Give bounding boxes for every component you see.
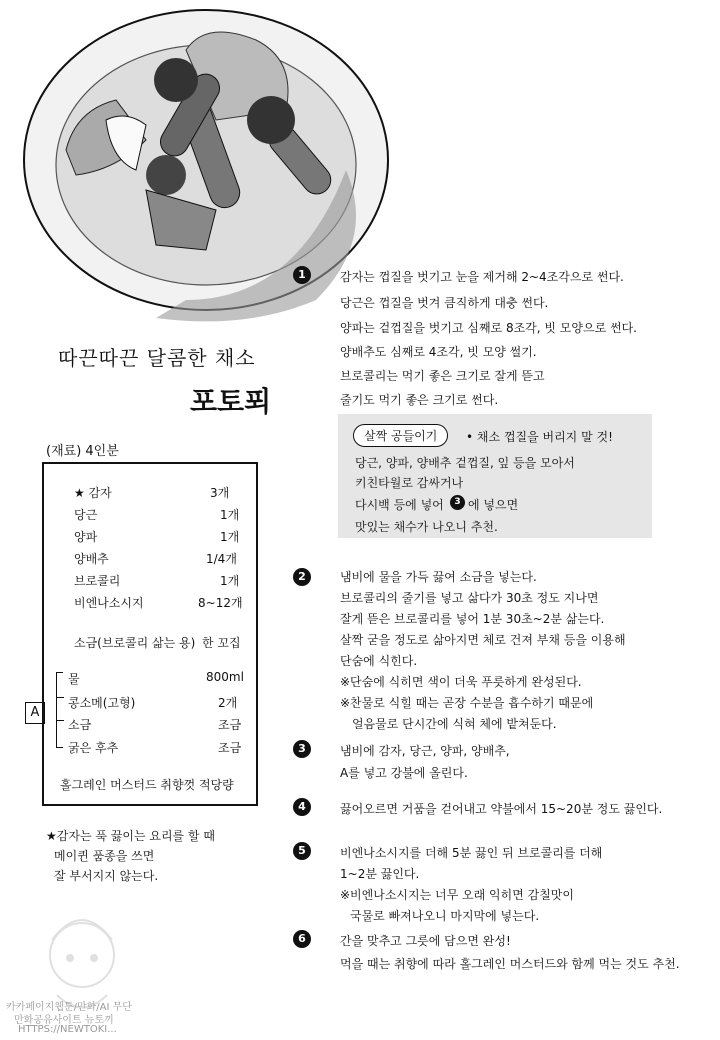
step-line: ※단숨에 식히면 색이 더욱 푸릇하게 완성된다. xyxy=(340,675,582,689)
group-a-item-qty: 800ml xyxy=(206,670,244,684)
group-a-item-qty: 2개 xyxy=(218,696,238,710)
tip-line: 다시백 등에 넣어 xyxy=(355,498,444,512)
step-line: 잘게 뜯은 브로콜리를 넣어 1분 30초~2분 삶는다. xyxy=(340,612,605,626)
tip-step-ref: 3 xyxy=(450,495,465,510)
note-line: 잘 부서지지 않는다. xyxy=(54,869,159,883)
group-a-item-qty: 조금 xyxy=(218,718,242,732)
step-line: 국물로 빠져나오니 마지막에 넣는다. xyxy=(350,909,540,923)
ingredient-name: 양파 xyxy=(74,530,98,544)
group-a-item-name: 물 xyxy=(68,672,80,686)
ingredient-name: 비엔나소시지 xyxy=(74,596,144,610)
step-line: 감자는 껍질을 벗기고 눈을 제거해 2~4조각으로 썬다. xyxy=(340,270,624,284)
recipe-subtitle: 따끈따끈 달콤한 채소 xyxy=(58,346,256,370)
step-line: 간을 맞추고 그릇에 담으면 완성! xyxy=(340,934,511,948)
tip-line: 에 넣으면 xyxy=(468,498,519,512)
step-line: 비엔나소시지를 더해 5분 끓인 뒤 브로콜리를 더해 xyxy=(340,846,603,860)
watermark-text: HTTPS://NEWTOKI... xyxy=(18,1024,117,1035)
tip-line: 키친타월로 감싸거나 xyxy=(355,476,464,490)
ingredient-name: 브로콜리 xyxy=(74,574,121,588)
group-a-label: A xyxy=(25,702,45,724)
ingredient-name: 당근 xyxy=(74,508,98,522)
dish-illustration xyxy=(16,0,396,340)
step-line: 먹을 때는 취향에 따라 홀그레인 머스터드와 함께 먹는 것도 추천. xyxy=(340,957,680,971)
step-line: A를 넣고 강불에 올린다. xyxy=(340,766,468,780)
step-line: 살짝 굳을 정도로 삶아지면 체로 건져 부채 등을 이용해 xyxy=(340,633,626,647)
ingredient-qty: 1개 xyxy=(220,530,240,544)
step-line: ※찬물로 식힐 때는 곧장 수분을 흡수하기 때문에 xyxy=(340,696,594,710)
step-number-2: 2 xyxy=(293,568,311,586)
step-line: 단숨에 식힌다. xyxy=(340,654,418,668)
ingredient-qty: 1개 xyxy=(220,574,240,588)
ingredient-name: 소금(브로콜리 삶는 용) xyxy=(74,636,196,650)
step-number-6: 6 xyxy=(293,930,311,948)
watermark-text: 카카페이지웹툰/만화/AI 무단 xyxy=(6,1002,132,1013)
ingredient-qty: 1개 xyxy=(220,508,240,522)
group-a-item-qty: 조금 xyxy=(218,741,242,755)
step-number-5: 5 xyxy=(293,842,311,860)
group-a-bracket xyxy=(56,672,63,748)
tip-label: 살짝 공들이기 xyxy=(353,424,448,447)
servings: (재료) 4인분 xyxy=(46,444,119,459)
step-line: 냄비에 물을 가득 끓여 소금을 넣는다. xyxy=(340,570,537,584)
bracket-tick xyxy=(56,697,64,698)
ingredient-qty: 한 꼬집 xyxy=(202,636,241,650)
tip-line: • 채소 껍질을 버리지 말 것! xyxy=(466,430,613,444)
ingredient-name: 양배추 xyxy=(74,552,109,566)
ingredient-qty: 8~12개 xyxy=(198,596,243,610)
group-a-item-name: 소금 xyxy=(68,718,92,732)
step-line: 브로콜리는 먹기 좋은 크기로 잘게 뜯고 xyxy=(340,369,545,383)
recipe-title: 포토푀 xyxy=(190,385,272,418)
group-a-item-name: 콩소메(고형) xyxy=(68,696,136,710)
ingredient-qty: 3개 xyxy=(210,486,230,500)
tip-line: 당근, 양파, 양배추 겉껍질, 잎 등을 모아서 xyxy=(355,456,575,470)
step-number-3: 3 xyxy=(293,740,311,758)
step-line: 얼음물로 단시간에 식혀 체에 밭쳐둔다. xyxy=(352,717,557,731)
step-line: 끓어오르면 거품을 걷어내고 약불에서 15~20분 정도 끓인다. xyxy=(340,802,663,816)
step-line: 당근은 껍질을 벗겨 큼직하게 대충 썬다. xyxy=(340,296,549,310)
ingredient-name: ★ 감자 xyxy=(74,486,112,500)
note-line: 메이퀸 품종을 쓰면 xyxy=(54,849,155,863)
mustard-line: 홀그레인 머스터드 취향껏 적당량 xyxy=(60,778,234,792)
ingredient-qty: 1/4개 xyxy=(206,552,237,566)
step-line: 양파는 겉껍질을 벗기고 심째로 8조각, 빗 모양으로 썬다. xyxy=(340,321,637,335)
step-line: 냄비에 감자, 당근, 양파, 양배추, xyxy=(340,744,510,758)
group-a-item-name: 굵은 후추 xyxy=(68,741,119,755)
step-line: 브로콜리의 줄기를 넣고 삶다가 30초 정도 지나면 xyxy=(340,591,599,605)
bracket-tick xyxy=(56,720,64,721)
step-line: ※비엔나소시지는 너무 오래 익히면 감칠맛이 xyxy=(340,888,574,902)
step-number-4: 4 xyxy=(293,798,311,816)
step-line: 줄기도 먹기 좋은 크기로 썬다. xyxy=(340,393,499,407)
step-line: 양배추도 심째로 4조각, 빗 모양 썰기. xyxy=(340,345,537,359)
potato-note xyxy=(46,826,215,886)
tip-line: 맛있는 채수가 나오니 추천. xyxy=(355,520,498,534)
note-line: ★감자는 푹 끓이는 요리를 할 때 xyxy=(46,829,215,843)
watermark-text: 만화공유사이트 뉴토끼 xyxy=(14,1015,114,1026)
step-line: 1~2분 끓인다. xyxy=(340,867,420,881)
step-number-1: 1 xyxy=(293,266,311,284)
